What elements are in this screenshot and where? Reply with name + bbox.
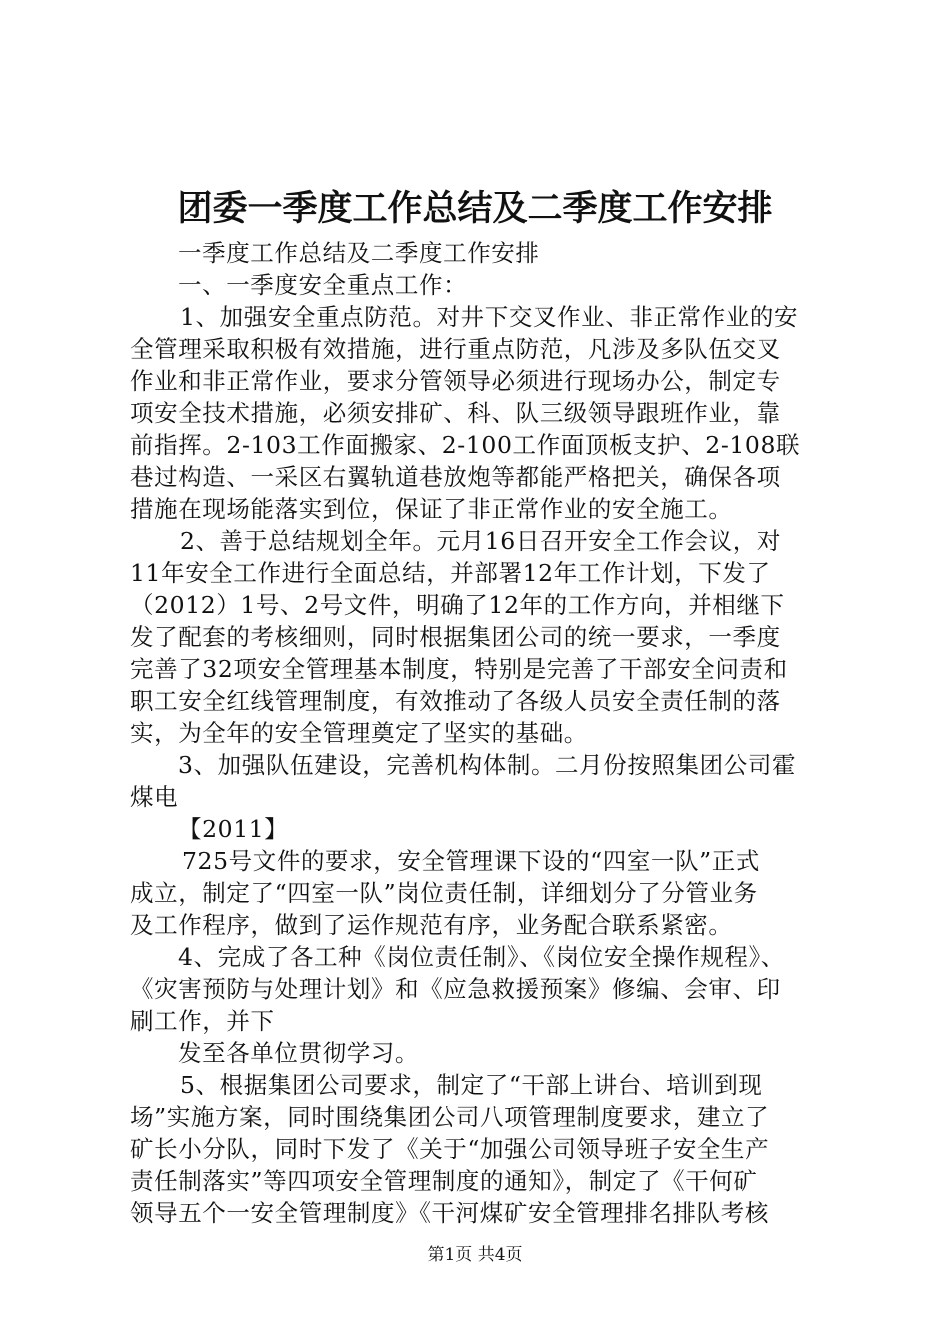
paragraph-line: 项安全技术措施，必须安排矿、科、队三级领导跟班作业，靠 <box>130 399 781 427</box>
paragraph-line: 11年安全工作进行全面总结，并部署12年工作计划，下发了 <box>130 559 771 587</box>
paragraph-line: （2012）1号、2号文件，明确了12年的工作方向，并相继下 <box>130 591 785 619</box>
paragraph-line: 措施在现场能落实到位，保证了非正常作业的安全施工。 <box>130 495 733 523</box>
paragraph-line: 场”实施方案，同时围绕集团公司八项管理制度要求，建立了 <box>130 1103 770 1131</box>
paragraph-line: 前指挥。2-103工作面搬家、2-100工作面顶板支护、2-108联 <box>130 431 801 459</box>
paragraph-line: 1、加强安全重点防范。对井下交叉作业、非正常作业的安 <box>180 303 799 331</box>
paragraph-line: 4、完成了各工种《岗位责任制》、《岗位安全操作规程》、 <box>178 943 785 971</box>
paragraph-line: 725号文件的要求，安全管理课下设的“四室一队”正式 <box>182 847 760 875</box>
paragraph-line: 职工安全红线管理制度，有效推动了各级人员安全责任制的落 <box>130 687 781 715</box>
paragraph-line: 5、根据集团公司要求，制定了“干部上讲台、培训到现 <box>180 1071 763 1099</box>
subtitle-line: 一季度工作总结及二季度工作安排 <box>178 239 540 267</box>
section-heading: 一、一季度安全重点工作： <box>178 271 468 299</box>
paragraph-line: 发至各单位贯彻学习。 <box>178 1039 419 1067</box>
document-title: 团委一季度工作总结及二季度工作安排 <box>177 188 773 229</box>
paragraph-line: 巷过构造、一采区右翼轨道巷放炮等都能严格把关，确保各项 <box>130 463 781 491</box>
paragraph-line: 作业和非正常作业，要求分管领导必须进行现场办公，制定专 <box>130 367 781 395</box>
paragraph-line: 《灾害预防与处理计划》和《应急救援预案》修编、会审、印 <box>130 975 781 1003</box>
paragraph-line: 发了配套的考核细则，同时根据集团公司的统一要求，一季度 <box>130 623 781 651</box>
paragraph-line: 责任制落实”等四项安全管理制度的通知》，制定了《干何矿 <box>130 1167 758 1195</box>
paragraph-line: 实，为全年的安全管理奠定了坚实的基础。 <box>130 719 588 747</box>
paragraph-line: 3、加强队伍建设，完善机构体制。二月份按照集团公司霍 <box>178 751 797 779</box>
paragraph-line: 矿长小分队，同时下发了《关于“加强公司领导班子安全生产 <box>130 1135 770 1163</box>
paragraph-line: 成立，制定了“四室一队”岗位责任制，详细划分了分管业务 <box>130 879 758 907</box>
paragraph-line: 全管理采取积极有效措施，进行重点防范，凡涉及多队伍交叉 <box>130 335 781 363</box>
paragraph-line: 【2011】 <box>178 815 289 843</box>
page-footer: 第1页 共4页 <box>427 1245 523 1265</box>
paragraph-line: 完善了32项安全管理基本制度，特别是完善了干部安全问责和 <box>130 655 788 683</box>
paragraph-line: 领导五个一安全管理制度》《干河煤矿安全管理排名排队考核 <box>130 1199 769 1227</box>
paragraph-line: 煤电 <box>130 783 179 811</box>
paragraph-line: 刷工作，并下 <box>130 1007 275 1035</box>
paragraph-line: 及工作程序，做到了运作规范有序，业务配合联系紧密。 <box>130 911 733 939</box>
paragraph-line: 2、善于总结规划全年。元月16日召开安全工作会议，对 <box>180 527 781 555</box>
